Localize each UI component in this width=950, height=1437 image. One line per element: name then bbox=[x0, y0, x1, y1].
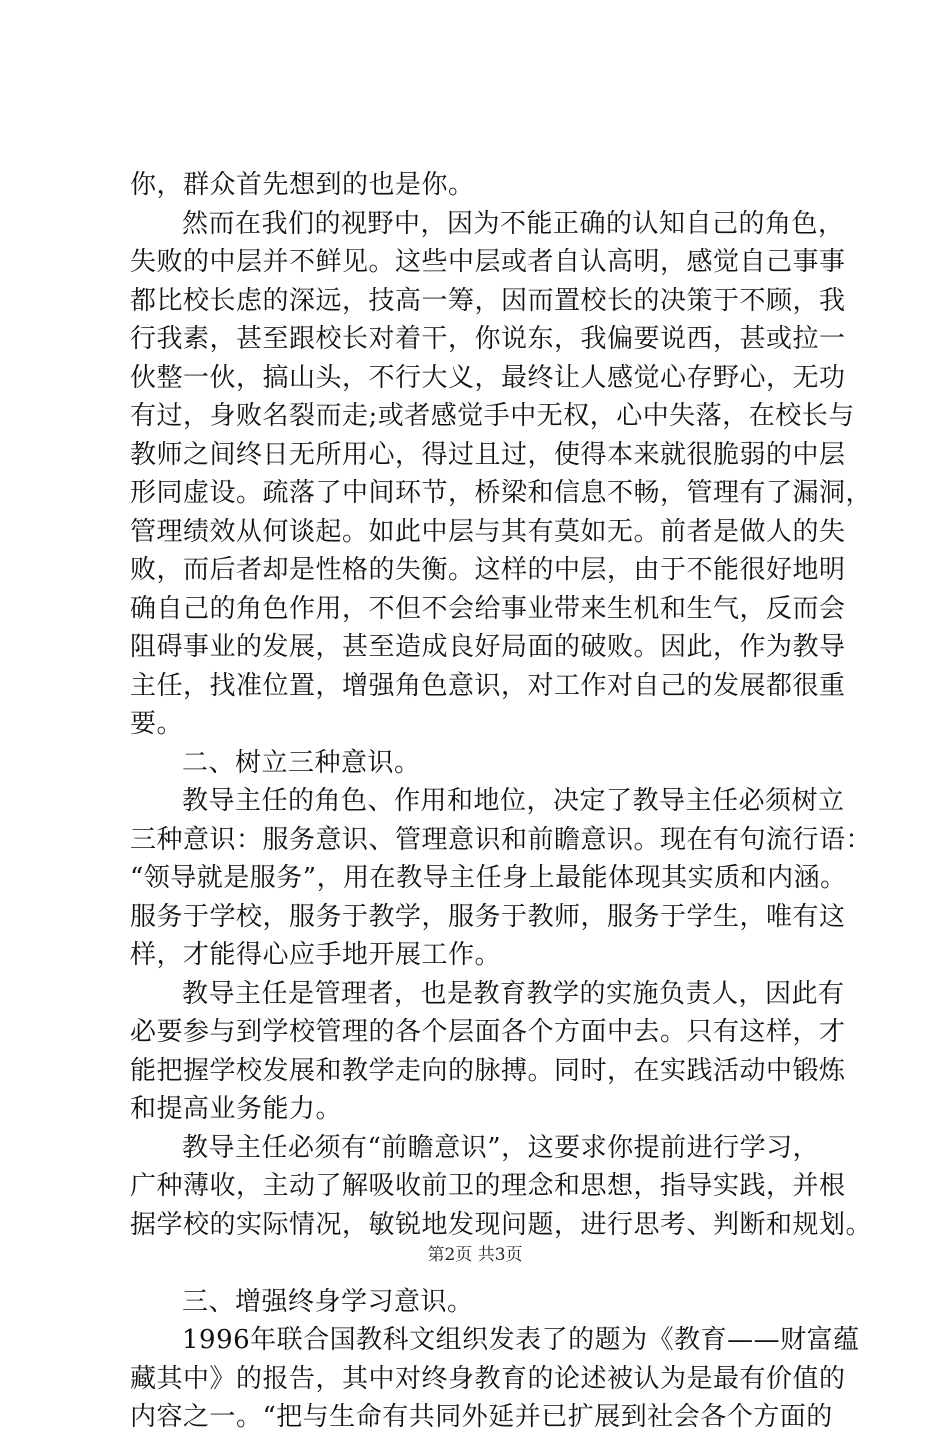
text-line: 形同虚设。疏落了中间环节，桥梁和信息不畅，管理有了漏洞， bbox=[130, 478, 873, 508]
text-line: 要。 bbox=[130, 709, 184, 739]
page-footer bbox=[0, 1240, 950, 1265]
text-line: 伙整一伙，搞山头，不行大义，最终让人感觉心存野心，无功 bbox=[130, 362, 846, 393]
text-line: 教导主任必须有“前瞻意识”，这要求你提前进行学习， bbox=[182, 1132, 820, 1163]
text-line: 然而在我们的视野中，因为不能正确的认知自己的角色， bbox=[182, 208, 845, 239]
text-line: 都比校长虑的深远，技高一筹，因而置校长的决策于不顾，我 bbox=[130, 285, 846, 316]
text-line: 内容之一。“把与生命有共同外延并已扩展到社会各个方面的 bbox=[130, 1402, 833, 1432]
text-line: 据学校的实际情况，敏锐地发现问题，进行思考、判断和规划。 bbox=[130, 1209, 873, 1240]
text-line: 广种薄收，主动了解吸收前卫的理念和思想，指导实践，并根 bbox=[130, 1171, 846, 1201]
text-line: 三种意识：服务意识、管理意识和前瞻意识。现在有句流行语： bbox=[130, 824, 873, 855]
text-line: 你，群众首先想到的也是你。 bbox=[130, 170, 475, 200]
page-number-label: 第2页 共3页 bbox=[427, 1245, 523, 1265]
text-line: 确自己的角色作用，不但不会给事业带来生机和生气，反而会 bbox=[130, 593, 846, 624]
text-line: 败，而后者却是性格的失衡。这样的中层，由于不能很好地明 bbox=[130, 555, 846, 585]
text-line: 失败的中层并不鲜见。这些中层或者自认高明，感觉自己事事 bbox=[130, 247, 846, 277]
text-line: 和提高业务能力。 bbox=[130, 1094, 343, 1124]
text-line: 必要参与到学校管理的各个层面各个方面中去。只有这样，才 bbox=[130, 1017, 846, 1047]
text-line: 阻碍事业的发展，甚至造成良好局面的破败。因此，作为教导 bbox=[130, 632, 846, 662]
text-line: 服务于学校，服务于教学，服务于教师，服务于学生，唯有这 bbox=[130, 901, 846, 932]
section-heading: 三、增强终身学习意识。 bbox=[182, 1286, 474, 1317]
text-line: 能把握学校发展和教学走向的脉搏。同时，在实践活动中锻炼 bbox=[130, 1055, 846, 1086]
text-line: 教导主任是管理者，也是教育教学的实施负责人，因此有 bbox=[182, 978, 845, 1009]
text-line: 藏其中》的报告，其中对终身教育的论述被认为是最有价值的 bbox=[130, 1363, 846, 1394]
text-line: 教师之间终日无所用心，得过且过，使得本来就很脆弱的中层 bbox=[130, 439, 846, 470]
text-line: 样，才能得心应手地开展工作。 bbox=[130, 940, 502, 970]
text-line: 教导主任的角色、作用和地位，决定了教导主任必须树立 bbox=[182, 786, 845, 816]
section-heading: 二、树立三种意识。 bbox=[182, 747, 421, 778]
text-line: 1996年联合国教科文组织发表了的题为《教育——财富蕴 bbox=[182, 1325, 860, 1355]
text-line: “领导就是服务”，用在教导主任身上最能体现其实质和内涵。 bbox=[130, 863, 847, 893]
text-line: 主任，找准位置，增强角色意识，对工作对自己的发展都很重 bbox=[130, 670, 846, 701]
text-line: 管理绩效从何谈起。如此中层与其有莫如无。前者是做人的失 bbox=[130, 516, 846, 547]
text-line: 行我素，甚至跟校长对着干，你说东，我偏要说西，甚或拉一 bbox=[130, 324, 846, 354]
text-line: 有过，身败名裂而走;或者感觉手中无权，心中失落，在校长与 bbox=[130, 401, 855, 431]
